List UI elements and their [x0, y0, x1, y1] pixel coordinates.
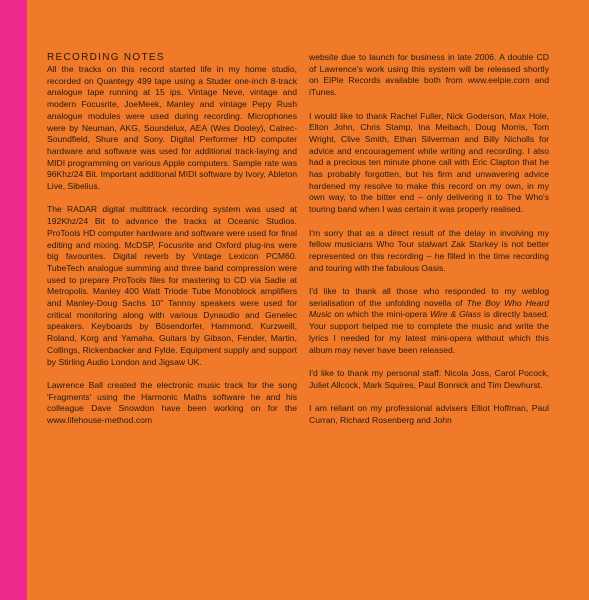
- pink-spine-stripe: [0, 0, 27, 600]
- weblog-text-1: I'd like to thank all those who responded to my weblog serialisation of the unfolding novella of: [309, 286, 549, 308]
- paragraph-zak-starkey: I'm sorry that as a direct result of the delay in involving my fellow musicians Who Tour stalwart Zak Starkey is not better represented on this recording – he filled in the time recording and touring with the fabulous Oasis.: [309, 227, 549, 273]
- paragraph-professional-advisers: I am reliant on my professional advisers Elliot Hoffman, Paul Curran, Richard Rosenberg and John: [309, 403, 549, 425]
- mini-opera-title: Wire & Glass: [430, 309, 482, 320]
- paragraph-thanks-advice: I would like to thank Rachel Fuller, Nick Goderson, Max Hole, Elton John, Chris Stamp, Ina Meibach, Doug Morris, Tom Wright, Clive Smith, Ethan Silverman and Billy Nicholls for advice and encouragement while writing and recording. I also had a precious ten minute phone call with Eric Clapton that he has probably forgotten, but his firm and unwavering advice hardened my resolve to make this record on my own, in my own way, to the bitter end – only delivering it to The Who's touring band when I was certain it was properly realised.: [309, 110, 549, 215]
- novella-title: The Boy Who Heard Music: [309, 297, 550, 320]
- weblog-text-2: on which the mini-opera: [331, 309, 430, 320]
- weblog-text-3: is directly based. Your support helped me to complete the music and write the lyrics I needed for my latest mini-opera without which this album may never have been released.: [309, 309, 549, 355]
- right-column: [309, 52, 549, 438]
- paragraph-lawrence-ball: Lawrence Ball created the electronic music track for the song 'Fragments' using the Harmonic Maths software he and his colleague Dave Snowdon have been working on for the www.lifehouse-method.com: [47, 379, 297, 426]
- paragraph-radar-system: The RADAR digital multitrack recording system was used at 192Khz/24 Bit to advance the tracks at Oceanic Studios. ProTools HD computer hardware and software were used for final editing and mixing. McDSP, Focusrite and Oxford plug-ins were big favourites. Digital reverb by Vintage Lexicon PCM60. TubeTech analogue summing and three band compression were used to prepare ProTools files for mastering to CD via Sadie at Metropolis. Manley 400 Watt Triode Tube Monoblock amplifiers and Manley-Doug Sachs 10" Tannoy speakers were used for critical monitoring along with various Dynaudio and Genelec speakers. Keyboards by Bösendorfer, Hammond, Kurzweill, Roland, Korg and Yamaha. Guitars by Gibson, Fender, Martin, Collings, Rickenbacker and Fylde. Equipment supply and support by Stirling Audio London and Jigsaw UK.: [47, 204, 297, 367]
- paragraph-weblog-thanks: [309, 286, 549, 356]
- paragraph-personal-staff: I'd like to thank my personal staff: Nicola Joss, Carol Pocock, Juliet Allcock, Mark Squires, Paul Bonnick and Tim Dewhurst.: [309, 367, 549, 390]
- paragraph-studio-equipment: All the tracks on this record started life in my home studio, recorded on Quantegy 499 tape using a Studer one-inch 8-track analogue tape running at 15 ips. Vintage Neve, vintage and modern Focusrite, JoeMeek, Manley and vintage Pepy Rush analogue modules were used during recording. Microphones were by Neuman, AKG, Soundelux, AEA (Wes Dooley), Calrec-Soundfield, Shure and Sony. Digital Performer HD computer hardware and software was used for additional track-laying and MIDI programming on various Apple computers. Sample rate was 96Khz/24 Bit. Important additional MIDI software by Ivory, Ableton Live, Sibelius.: [47, 64, 297, 192]
- recording-notes-heading: RECORDING NOTES: [47, 52, 165, 63]
- paragraph-website-launch: website due to launch for business in late 2006. A double CD of Lawrence's work using this system will be released shortly on ElPie Records available both from www.eelpie.com and iTunes.: [309, 52, 549, 98]
- left-column: [47, 52, 297, 438]
